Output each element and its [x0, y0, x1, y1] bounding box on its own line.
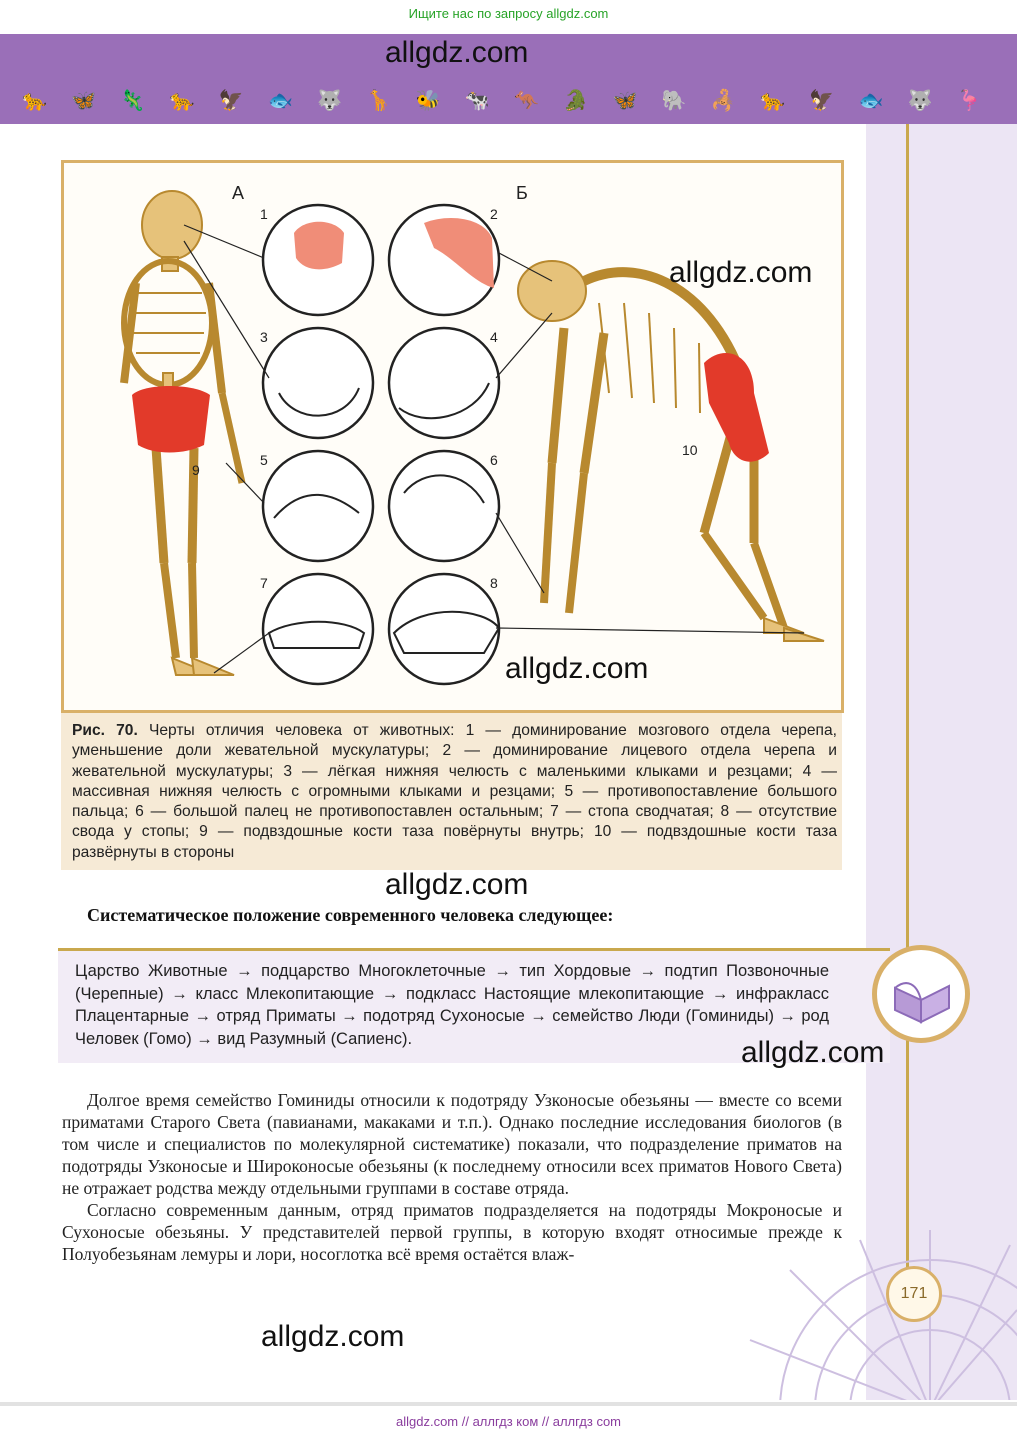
watermark-figure-bottom: allgdz.com: [505, 652, 649, 685]
taxonomy-text: Царство Животные → подцарство Многоклеточные → тип Хордовые → подтип Позвоночные (Черепные) → класс Млекопитающие → подкласс Настоящие млекопитающие → инфракласс Плацентарные → отряд Приматы → подотряд Сухоносые → семейство Люди (Гоминиды) → род Человек (Гомо) → вид Разумный (Сапиенс).: [75, 962, 829, 1048]
gorilla-skeleton: [518, 261, 824, 641]
human-pelvis: [132, 386, 210, 453]
section-heading: Систематическое положение современного человека следующее:: [87, 905, 614, 925]
figure-number-4: 4: [490, 329, 498, 345]
animal-icon: 🦂: [710, 90, 736, 112]
animal-icon: 🦋: [612, 90, 638, 112]
figure-number-9: 9: [192, 462, 200, 478]
caption-body: Черты отличия человека от животных: 1 — доминирование мозгового отдела черепа, уменьшение доли жевательной мускулатуры; 2 — доминирование лицевого отдела черепа и жевательной мускулатуры; 3 — лёгкая нижняя челюсть с маленькими клыками и резцами; 4 — массивная нижняя челюсть с огромными клыками и резцами; 5 — противопоставление большого пальца; 6 — большой палец не противопоставлен остальным; 7 — стопа сводчатая; 8 — отсутствие свода у стопы; 9 — подвздошные кости таза повёрнуты внутрь; 10 — подвздошные кости таза развёрнуты в стороны: [72, 722, 837, 861]
watermark-figure-right: allgdz.com: [669, 256, 813, 289]
figure-number-8: 8: [490, 575, 498, 591]
animal-icon: 🐘: [661, 90, 687, 112]
caption-label: Рис. 70.: [72, 722, 138, 739]
footer-divider: [0, 1402, 1017, 1406]
animal-icon: 🐆: [22, 90, 47, 112]
page-number: 171: [886, 1266, 942, 1322]
animal-icon: 🐺: [317, 90, 343, 112]
human-skull-muscle: [294, 222, 344, 270]
paragraph-1: Долгое время семейство Гоминиды относили к подотряду Узконосые обезьяны — вместе со всеми приматами Старого Света (павианами, макаками и т.п.). Однако последние исследования биологов (в том числе и специалистов по молекулярной систематике) показали, что подразделение приматов на подотряды Узконосые и Широконосые обезьяны (к последнему относили всех приматов Нового Света) не отражает родства между отдельными группами в составе отряда.: [62, 1090, 842, 1198]
animal-icon: 🐝: [415, 90, 441, 112]
skeleton-comparison-drawing: [64, 163, 841, 710]
animal-icon: 🐊: [563, 90, 589, 112]
animal-icon: 🐟: [268, 90, 293, 112]
figure-number-3: 3: [260, 329, 268, 345]
animal-icon: 🐟: [858, 90, 884, 112]
panel-label-b: Б: [516, 183, 528, 203]
animal-icon: 🦩: [956, 90, 982, 112]
gorilla-pelvis: [704, 353, 769, 462]
animal-icon: 🦎: [120, 90, 146, 112]
animal-icon: 🦅: [809, 90, 835, 112]
footer-links[interactable]: allgdz.com // аллгдз ком // аллгдз com: [395, 1414, 622, 1429]
figure-70-illustration: [61, 160, 844, 713]
watermark-top: allgdz.com: [385, 36, 529, 69]
animal-icon: 🐄: [464, 90, 490, 112]
figure-number-5: 5: [260, 452, 268, 468]
figure-caption: [72, 721, 837, 863]
watermark-mid: allgdz.com: [385, 868, 529, 901]
animal-icon: 🐆: [169, 90, 195, 112]
book-icon: [872, 945, 970, 1043]
figure-number-6: 6: [490, 452, 498, 468]
animal-icon: 🦅: [218, 90, 244, 112]
right-margin-panel: [866, 124, 1017, 1400]
top-search-banner[interactable]: Ищите нас по запросу allgdz.com: [408, 6, 609, 21]
animal-icon: 🦋: [71, 90, 97, 112]
watermark-bottom: allgdz.com: [261, 1320, 405, 1353]
body-text: [62, 1089, 842, 1265]
watermark-right: allgdz.com: [741, 1036, 885, 1069]
paragraph-2: Согласно современным данным, отряд приматов подразделяется на подотряды Мокроносые и Сухоносые обезьяны. У представителей первой группы, в которую входят относимые прежде к Полуобезьянам лемуры и лори, носоглотка всё время остаётся влаж-: [62, 1200, 842, 1264]
animal-icon: 🐺: [907, 90, 933, 112]
panel-label-a: А: [232, 183, 245, 203]
animal-icon: 🦒: [366, 90, 392, 112]
figure-number-1: 1: [260, 206, 268, 222]
animal-icon: 🦘: [514, 90, 539, 112]
figure-number-7: 7: [260, 575, 268, 591]
margin-gold-line: [906, 124, 909, 1274]
animal-silhouette-strip: [22, 86, 982, 116]
animal-icon: 🐆: [760, 90, 785, 112]
figure-number-10: 10: [682, 442, 698, 458]
figure-number-2: 2: [490, 206, 498, 222]
